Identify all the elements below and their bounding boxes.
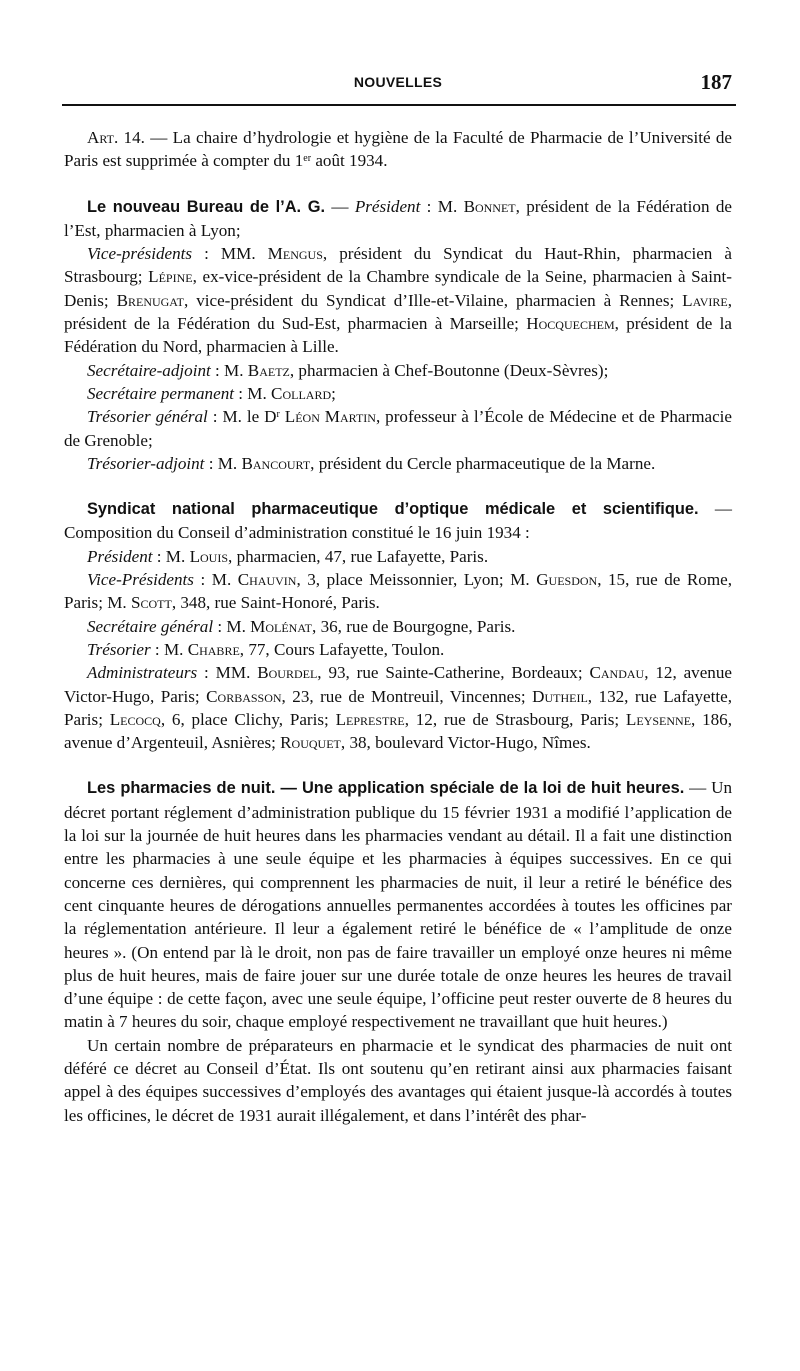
syndicat-president: Président : M. Louis, pharmacien, 47, rue Lafayette, Paris. <box>87 546 489 566</box>
running-header <box>62 70 734 100</box>
syndicat-heading-paragraph: Syndicat national pharmaceutique d’optique médicale et scientifique. — Composition du Conseil d’administration constitué le 16 juin 1934 : <box>64 499 732 543</box>
bureau-tresorier: Trésorier général : M. le $D^r$ Léon Martin, professeur à l’École de Médecine et de Pharmacie de Grenoble; <box>64 407 733 450</box>
bureau-vice-presidents: Vice-présidents : MM. Mengus, président du Syndicat du Haut-Rhin, pharmacien à Strasbourg; Lépine, ex-vice-président de la Chambre syndicale de la Seine, pharmacien à Saint-Denis; Brenugat, vice-président du Syndicat d’Ille-et-Vilaine, pharmacien à Rennes; Lavire, président de la Fédération du Sud-Est, pharmacien à Marseille; Hocquechem, président de la Fédération du Nord, pharmacien à Lille. <box>64 244 732 357</box>
nuit-paragraph-2: Un certain nombre de préparateurs en pharmacie et le syndicat des pharmacies de nuit ont déféré ce décret au Conseil d’État. Ils ont soutenu qu’en retirant ainsi aux pharmacies faisant appel à des équipes successives d’employés des avantages qui étaient jusque-là accordés à toutes les officines, le décret de 1931 aurait illégalement, et dans l’intérêt des phar- <box>64 1035 732 1125</box>
page-number: 187 <box>700 70 732 94</box>
section-title: NOUVELLES <box>353 74 443 90</box>
bureau-president-paragraph: Le nouveau Bureau de l’A. G. — Président : M. Bonnet, président de la Fédération de l’Est, pharmacien à Lyon; <box>64 196 732 240</box>
bureau-tresorier-adjoint: Trésorier-adjoint : M. Bancourt, président du Cercle pharmaceutique de la Marne. <box>87 453 656 473</box>
article-14-paragraph: Art. 14. — La chaire d’hydrologie et hygiène de la Faculté de Pharmacie de l’Université de Paris est supprimée à compter du 1er août 1934. <box>64 128 732 171</box>
syndicat-administrateurs: Administrateurs : MM. Bourdel, 93, rue Sainte-Catherine, Bordeaux; Candau, 12, avenue Victor-Hugo, Paris; Corbasson, 23, rue de Montreuil, Vincennes; Dutheil, 132, rue Lafayette, Paris; Lecocq, 6, place Clichy, Paris; Leprestre, 12, rue de Strasbourg, Paris; Leysenne, 186, avenue d’Argenteuil, Asnières; Rouquet, 38, boulevard Victor-Hugo, Nîmes. <box>64 663 732 753</box>
nuit-heading: Les pharmacies de nuit. — Une application spéciale de la loi de huit heures. <box>87 779 685 798</box>
syndicat-heading: Syndicat national pharmaceutique d’optique médicale et scientifique. <box>87 500 699 519</box>
body-text <box>64 126 732 1127</box>
syndicat-secretaire-general: Secrétaire général : M. Molénat, 36, rue de Bourgogne, Paris. <box>87 616 516 636</box>
syndicat-vice-presidents: Vice-Présidents : M. Chauvin, 3, place Meissonnier, Lyon; M. Guesdon, 15, rue de Rome, Paris; M. Scott, 348, rue Saint-Honoré, Paris. <box>64 570 732 613</box>
bureau-heading: Le nouveau Bureau de l’A. G. <box>87 197 326 216</box>
bureau-secretaire-permanent: Secrétaire permanent : M. Collard; <box>87 383 336 403</box>
syndicat-tresorier: Trésorier : M. Chabre, 77, Cours Lafayette, Toulon. <box>87 639 445 659</box>
bureau-secretaire-adjoint: Secrétaire-adjoint : M. Baetz, pharmacien à Chef-Boutonne (Deux-Sèvres); <box>87 360 609 380</box>
header-rule <box>62 104 736 106</box>
nuit-paragraph: Les pharmacies de nuit. — Une application spéciale de la loi de huit heures. — Un décret portant réglement d’administration publique du 15 février 1931 a modifié l’application de la loi sur la journée de huit heures dans les pharmacies vendant au détail. Il a fait une distinction entre les pharmacies à une seule équipe et les pharmacies à équipes successives. En ce qui concerne ces dernières, qui comprennent les pharmacies de nuit, il leur a retiré le bénéfice des cent cinquante heures de dérogations annuelles permanentes accordées à toutes les officines par la réglementation antérieure. Il leur a également retiré le bénéfice de « l’amplitude de onze heures ». (On entend par là le droit, non pas de faire travailler un employé onze heures ni même plus de huit heures, mais de faire jouer sur une durée totale de onze heures les heures de travail d’une équipe : de cette façon, avec une seule équipe, l’officine peut rester ouverte de 8 heures du matin à 7 heures du soir, chaque employé respectivement ne travaillant que huit heures.) <box>64 778 732 1032</box>
